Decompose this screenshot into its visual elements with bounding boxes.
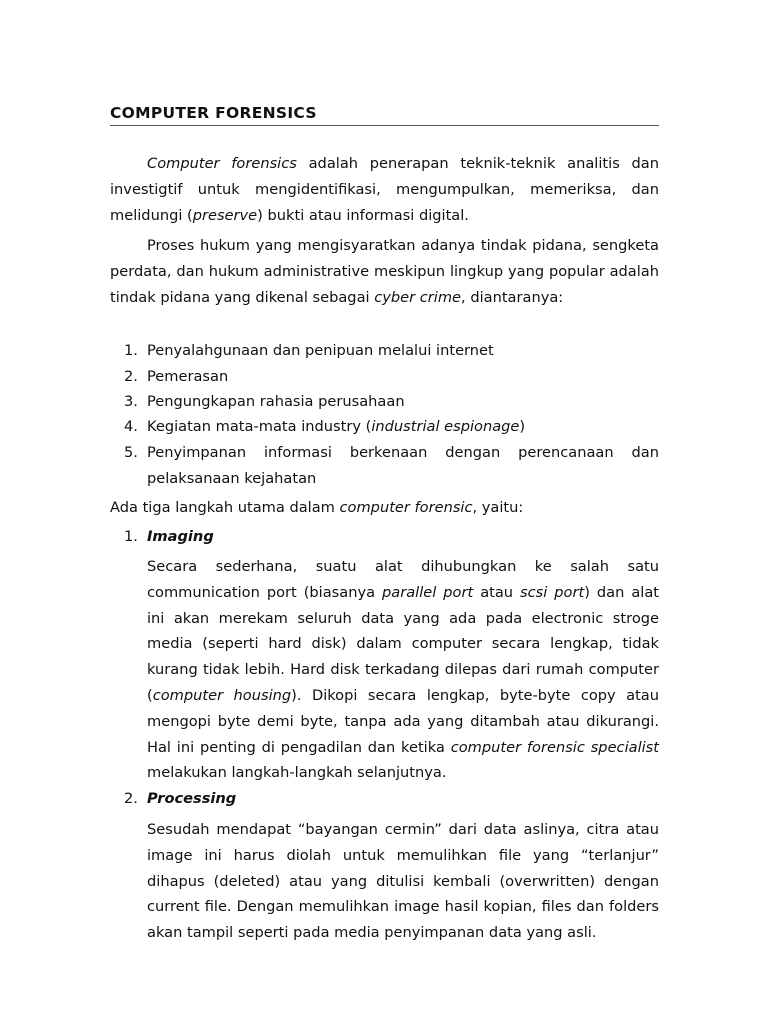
paragraph-definition	[110, 151, 659, 228]
document-title: COMPUTER FORENSICS	[110, 102, 659, 126]
list-item-text: Kegiatan mata-mata industry (	[147, 418, 372, 435]
paragraph-definition-text: adalah penerapan teknik-teknik analitis dan investigtif untuk mengidentifikasi, mengumpulkan, memeriksa, dan melidungi (	[110, 155, 659, 224]
paragraph-definition-end: ) bukti atau informasi digital.	[257, 206, 469, 224]
list-item-number: 3.	[124, 393, 138, 410]
list-item-number: 2.	[124, 368, 138, 385]
term-computer-forensic-specialist: computer forensic specialist	[450, 738, 659, 756]
list-item-text-wrap	[147, 414, 659, 440]
list-item-number: 1.	[124, 342, 138, 359]
step-body-imaging	[147, 554, 659, 786]
term-computer-forensics: Computer forensics	[147, 155, 297, 172]
step-body-text: ). Dikopi secara lengkap, byte-byte copy atau mengopi byte demi byte, tanpa ada yang ditambah atau dikurangi. Hal ini penting di pengadilan dan ketika	[147, 686, 659, 756]
step-body-text: melakukan langkah-langkah selanjutnya.	[147, 764, 447, 782]
term-parallel-port: parallel port	[382, 583, 474, 601]
term-computer-housing: computer housing	[152, 686, 292, 704]
paragraph-legal-process	[110, 233, 659, 310]
list-item-text: Pemerasan	[147, 368, 229, 385]
document-page	[110, 0, 659, 1024]
term-cyber-crime: cyber crime	[374, 288, 462, 306]
list-item-number: 5.	[124, 444, 138, 461]
step-number: 2.	[124, 790, 138, 807]
list-item-text: Pengungkapan rahasia perusahaan	[147, 393, 405, 410]
step-body-text: Secara sederhana, suatu alat dihubungkan ke salah satu communication port (biasanya	[147, 558, 659, 601]
list-item-text-end: )	[519, 418, 526, 435]
step-body-text: atau	[473, 583, 521, 601]
step-title: Imaging	[147, 528, 214, 545]
paragraph-legal-process-end: , diantaranya:	[461, 288, 564, 306]
step-number: 1.	[124, 528, 138, 545]
term-scsi-port: scsi port	[520, 583, 585, 601]
paragraph-steps-intro-end: , yaitu:	[472, 499, 524, 516]
step-body-processing: Sesudah mendapat “bayangan cermin” dari data aslinya, citra atau image ini harus diolah untuk memulihkan file yang “terlanjur” dihapus (deleted) atau yang ditulisi kembali (overwritten) dengan current file. Dengan memulihkan image hasil kopian, files dan folders akan tampil seperti pada media penyimpanan data yang asli.	[147, 821, 659, 942]
step-body-text: ) dan alat ini akan merekam seluruh data yang ada pada electronic stroge media (seperti hard disk) dalam computer secara lengkap, tidak kurang tidak lebih. Hard disk terkadang dilepas dari rumah computer (	[147, 583, 659, 704]
list-item-text: Penyalahgunaan dan penipuan melalui internet	[147, 342, 494, 359]
term-industrial-espionage: industrial espionage	[371, 418, 520, 435]
term-computer-forensic: computer forensic	[339, 499, 473, 516]
list-item-number: 4.	[124, 418, 138, 435]
list-item-text: Penyimpanan informasi berkenaan dengan perencanaan dan pelaksanaan kejahatan	[147, 444, 659, 487]
term-preserve: preserve	[192, 206, 258, 224]
paragraph-legal-process-text: Proses hukum yang mengisyaratkan adanya tindak pidana, sengketa perdata, dan hukum administrative meskipun lingkup yang popular adalah tindak pidana yang dikenal sebagai	[110, 237, 659, 306]
paragraph-steps-intro-text: Ada tiga langkah utama dalam	[110, 499, 340, 516]
step-title: Processing	[147, 790, 237, 807]
paragraph-steps-intro	[110, 495, 659, 521]
